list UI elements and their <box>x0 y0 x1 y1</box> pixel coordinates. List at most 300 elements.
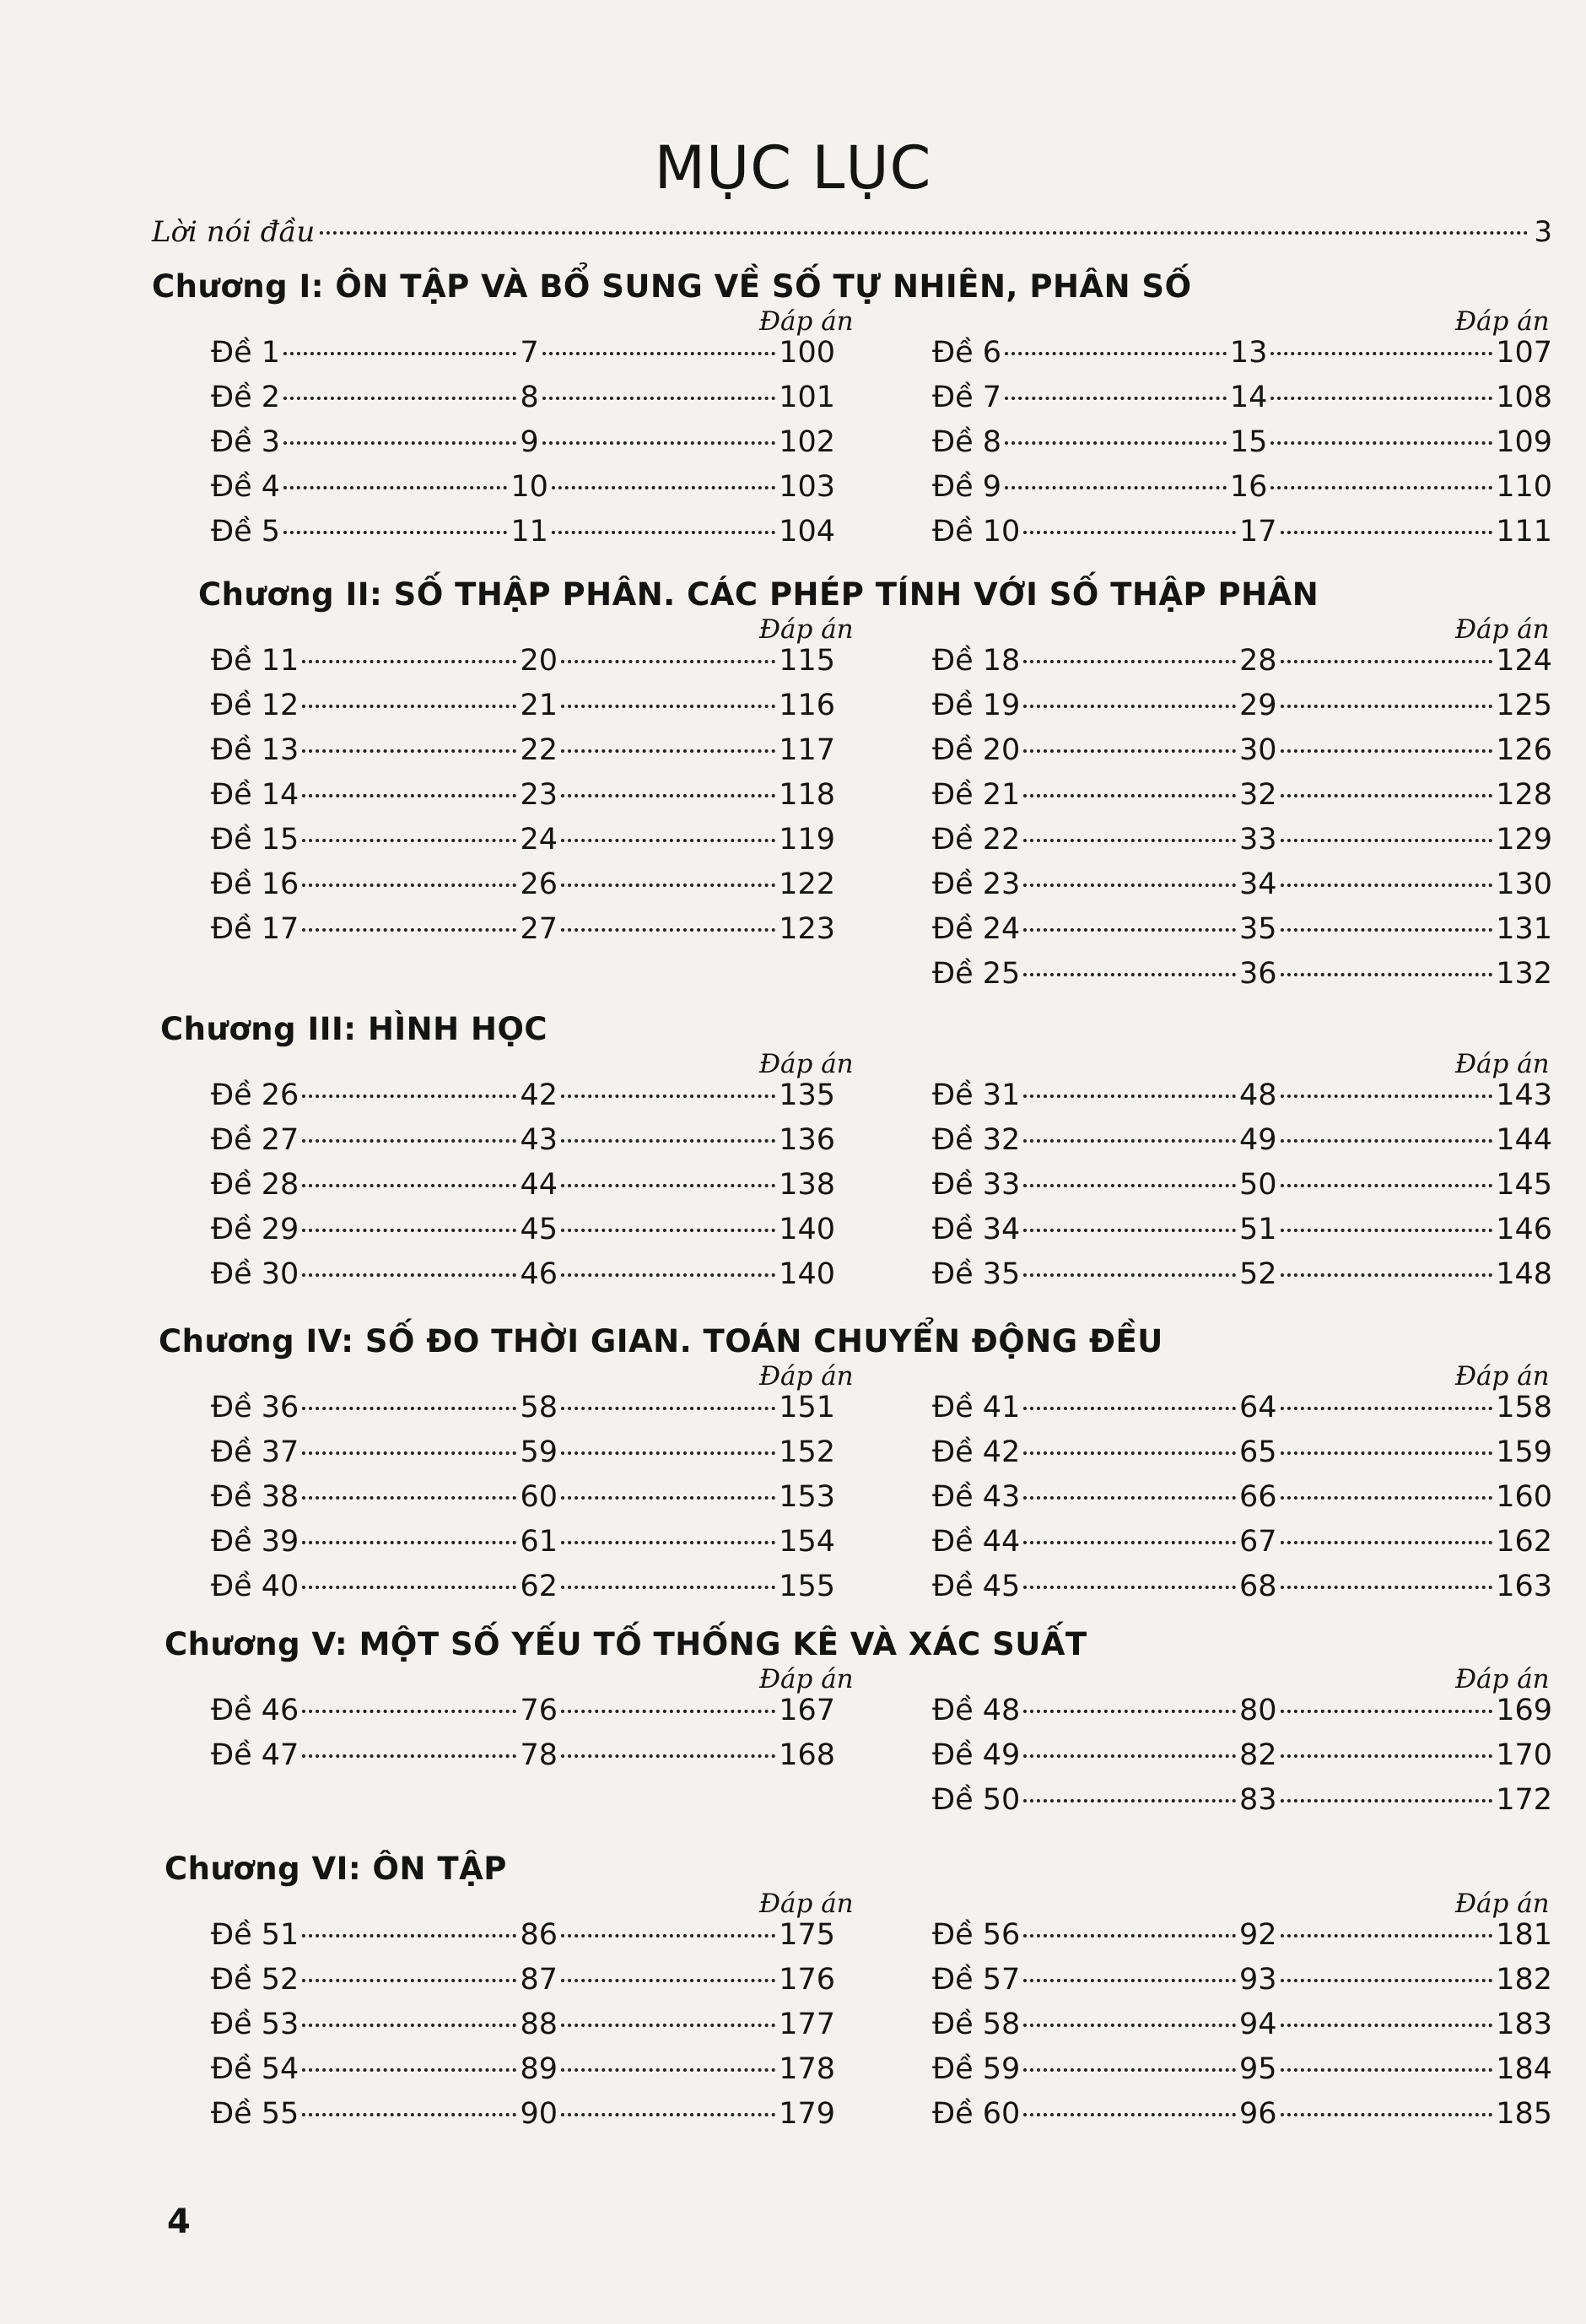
dot-leader <box>552 531 775 534</box>
entry-name: Đề 5 <box>211 515 281 549</box>
dot-leader <box>1023 1496 1236 1500</box>
entry-name: Đề 3 <box>211 425 281 459</box>
entry-answer-page: 151 <box>779 1391 835 1424</box>
toc-entry[interactable] <box>211 689 835 729</box>
toc-entry[interactable] <box>211 778 835 819</box>
entry-page: 62 <box>520 1570 558 1603</box>
dot-leader <box>561 2024 775 2027</box>
dot-leader <box>1281 2113 1493 2116</box>
toc-entry[interactable] <box>211 1123 835 1164</box>
entry-answer-page: 111 <box>1496 515 1552 549</box>
entry-name: Đề 1 <box>211 336 281 370</box>
toc-entry[interactable] <box>211 1570 835 1610</box>
entry-page: 58 <box>520 1391 558 1424</box>
toc-entry[interactable] <box>211 381 835 421</box>
entry-name: Đề 43 <box>932 1480 1021 1514</box>
toc-entry[interactable] <box>211 644 835 684</box>
entry-name: Đề 49 <box>932 1738 1021 1772</box>
entry-page: 45 <box>520 1213 558 1246</box>
dot-leader <box>1281 1754 1493 1758</box>
toc-entry[interactable] <box>932 515 1552 555</box>
dot-leader <box>302 705 516 708</box>
entry-answer-page: 108 <box>1496 381 1553 414</box>
dot-leader <box>302 884 516 887</box>
toc-entry[interactable] <box>932 1963 1552 2003</box>
entry-answer-page: 146 <box>1496 1213 1552 1246</box>
dot-leader <box>302 1979 516 1982</box>
toc-entry[interactable] <box>932 1213 1552 1253</box>
entry-answer-page: 123 <box>779 912 835 946</box>
dot-leader <box>561 1496 775 1500</box>
entry-page: 78 <box>520 1738 558 1772</box>
dot-leader <box>302 1541 516 1544</box>
toc-entry[interactable] <box>211 1918 835 1959</box>
entry-page: 16 <box>1229 470 1268 504</box>
entry-name: Đề 58 <box>932 2008 1021 2041</box>
dot-leader <box>1281 1541 1493 1544</box>
answer-column-header: Đáp án <box>759 614 854 645</box>
entry-page: 17 <box>1238 515 1277 549</box>
toc-entry[interactable] <box>211 1525 835 1565</box>
dot-leader <box>561 1273 775 1277</box>
entry-name: Đề 12 <box>211 689 299 722</box>
entry-answer-page: 148 <box>1496 1257 1552 1291</box>
entry-page: 83 <box>1238 1783 1277 1817</box>
entry-answer-page: 170 <box>1496 1738 1552 1772</box>
toc-entry[interactable] <box>211 1078 835 1119</box>
entry-page: 87 <box>520 1963 558 1997</box>
entry-answer-page: 109 <box>1496 425 1553 459</box>
entry-answer-page: 118 <box>779 778 835 812</box>
dot-leader <box>1023 705 1236 708</box>
dot-leader <box>302 660 516 663</box>
toc-entry[interactable] <box>932 1783 1552 1824</box>
dot-leader <box>561 884 775 887</box>
answer-column-header: Đáp án <box>759 1664 854 1694</box>
entry-answer-page: 140 <box>779 1213 835 1246</box>
entry-name: Đề 56 <box>932 1918 1021 1952</box>
entry-answer-page: 132 <box>1496 957 1552 991</box>
toc-entry[interactable] <box>932 2097 1552 2138</box>
entry-page: 68 <box>1238 1570 1277 1603</box>
dot-leader <box>1023 1229 1236 1232</box>
entry-page: 32 <box>1238 778 1277 812</box>
dot-leader <box>1281 1094 1493 1098</box>
entry-name: Đề 47 <box>211 1738 299 1772</box>
answer-column-header: Đáp án <box>1455 1889 1550 1919</box>
dot-leader <box>302 1710 516 1713</box>
entry-page: 82 <box>1238 1738 1277 1772</box>
toc-entry[interactable] <box>932 733 1552 774</box>
entry-answer-page: 183 <box>1496 2008 1552 2041</box>
dot-leader <box>1023 928 1236 932</box>
entry-page: 94 <box>1238 2008 1277 2041</box>
toc-entry[interactable] <box>211 1480 835 1521</box>
entry-name: Đề 45 <box>932 1570 1021 1603</box>
toc-entry[interactable] <box>932 336 1552 376</box>
entry-name: Đề 53 <box>211 2008 299 2041</box>
entry-page: 51 <box>1238 1213 1277 1246</box>
dot-leader <box>1023 794 1236 797</box>
toc-entry[interactable] <box>932 1570 1552 1610</box>
entry-page: 66 <box>1238 1480 1277 1514</box>
entry-name: Đề 57 <box>932 1963 1021 1997</box>
dot-leader <box>302 1407 516 1410</box>
answer-column-header: Đáp án <box>759 1889 854 1919</box>
dot-leader <box>302 1094 516 1098</box>
entry-page: 27 <box>520 912 558 946</box>
toc-entry[interactable] <box>211 1738 835 1779</box>
toc-entry[interactable] <box>211 470 835 511</box>
toc-entry[interactable] <box>932 1738 1552 1779</box>
dot-leader <box>1281 1451 1493 1455</box>
toc-entry[interactable] <box>932 644 1552 684</box>
dot-leader <box>1281 1586 1493 1589</box>
toc-entry[interactable] <box>932 867 1552 908</box>
toc-entry[interactable] <box>211 912 835 953</box>
dot-leader <box>1281 1979 1493 1982</box>
entry-name: Đề 22 <box>932 823 1021 857</box>
entry-page: 60 <box>520 1480 558 1514</box>
answer-column-header: Đáp án <box>1455 1361 1550 1392</box>
toc-entry[interactable] <box>211 1963 835 2003</box>
entry-page: 64 <box>1238 1391 1277 1424</box>
dot-leader <box>1023 1451 1236 1455</box>
entry-answer-page: 154 <box>779 1525 835 1559</box>
toc-entry[interactable] <box>932 778 1552 819</box>
entry-name: Đề 42 <box>932 1435 1021 1469</box>
entry-page: 26 <box>520 867 558 901</box>
dot-leader <box>1023 1184 1236 1187</box>
entry-name: Đề 41 <box>932 1391 1021 1424</box>
entry-answer-page: 104 <box>779 515 836 549</box>
dot-leader <box>561 928 775 932</box>
toc-entry[interactable] <box>932 912 1552 953</box>
entry-page: 88 <box>520 2008 558 2041</box>
entry-name: Đề 13 <box>211 733 299 767</box>
entry-name: Đề 15 <box>211 823 299 857</box>
entry-name: Đề 11 <box>211 644 299 678</box>
entry-answer-page: 107 <box>1496 336 1553 370</box>
entry-page: 93 <box>1238 1963 1277 1997</box>
dot-leader <box>1281 1496 1493 1500</box>
dot-leader <box>1023 2024 1236 2027</box>
dot-leader <box>302 2024 516 2027</box>
dot-leader <box>1281 660 1493 663</box>
entry-name: Đề 21 <box>932 778 1021 812</box>
dot-leader <box>1023 1273 1236 1277</box>
dot-leader <box>283 441 516 445</box>
toc-entry[interactable] <box>932 1257 1552 1298</box>
entry-name: Đề 46 <box>211 1694 299 1727</box>
entry-answer-page: 160 <box>1496 1480 1552 1514</box>
entry-answer-page: 129 <box>1496 823 1552 857</box>
entry-answer-page: 115 <box>779 644 835 678</box>
entry-name: Đề 33 <box>932 1168 1021 1202</box>
toc-entry[interactable] <box>932 425 1552 466</box>
entry-name: Đề 26 <box>211 1078 299 1112</box>
dot-leader <box>1023 1710 1236 1713</box>
answer-column-header: Đáp án <box>1455 1664 1550 1694</box>
dot-leader <box>1023 1586 1236 1589</box>
entry-answer-page: 155 <box>779 1570 835 1603</box>
entry-answer-page: 159 <box>1496 1435 1552 1469</box>
entry-page: 11 <box>510 515 548 549</box>
toc-entry[interactable] <box>211 425 835 466</box>
dot-leader <box>1281 928 1493 932</box>
chapter-heading: Chương I: ÔN TẬP VÀ BỔ SUNG VỀ SỐ TỰ NHIÊN, PHÂN SỐ <box>152 268 1192 305</box>
dot-leader <box>302 1754 516 1758</box>
entry-page: 43 <box>520 1123 558 1157</box>
entry-page: 24 <box>520 823 558 857</box>
chapter-heading: Chương III: HÌNH HỌC <box>160 1011 548 1047</box>
entry-answer-page: 131 <box>1496 912 1552 946</box>
dot-leader <box>302 1451 516 1455</box>
entry-answer-page: 163 <box>1496 1570 1552 1603</box>
entry-answer-page: 169 <box>1496 1694 1552 1727</box>
toc-entry[interactable] <box>211 1391 835 1431</box>
toc-entry[interactable] <box>932 1435 1552 1476</box>
entry-page: 67 <box>1238 1525 1277 1559</box>
entry-name: Đề 34 <box>932 1213 1021 1246</box>
dot-leader <box>1005 397 1227 400</box>
dot-leader <box>561 1229 775 1232</box>
entry-name: Đề 28 <box>211 1168 299 1202</box>
dot-leader <box>1005 486 1227 489</box>
answer-column-header: Đáp án <box>759 306 854 337</box>
dot-leader <box>302 1184 516 1187</box>
entry-name: Đề 55 <box>211 2097 299 2131</box>
entry-answer-page: 144 <box>1496 1123 1552 1157</box>
dot-leader <box>302 2113 516 2116</box>
dot-leader <box>1281 794 1493 797</box>
toc-entry[interactable] <box>211 867 835 908</box>
toc-entry[interactable] <box>211 1257 835 1298</box>
entry-name: Đề 4 <box>211 470 281 504</box>
toc-entry[interactable] <box>211 1213 835 1253</box>
toc-entry[interactable] <box>932 957 1552 997</box>
entry-name: Đề 32 <box>932 1123 1021 1157</box>
entry-page: 22 <box>520 733 558 767</box>
dot-leader <box>302 1273 516 1277</box>
toc-entry[interactable] <box>932 823 1552 863</box>
dot-leader <box>561 1407 775 1410</box>
entry-name: Đề 24 <box>932 912 1021 946</box>
intro-label: Lời nói đầu <box>152 215 316 249</box>
entry-answer-page: 168 <box>779 1738 835 1772</box>
toc-entry[interactable] <box>932 1078 1552 1119</box>
dot-leader <box>1023 1754 1236 1758</box>
dot-leader <box>302 839 516 842</box>
dot-leader <box>302 794 516 797</box>
entry-page: 52 <box>1238 1257 1277 1291</box>
entry-name: Đề 6 <box>932 336 1002 370</box>
toc-entry[interactable] <box>211 1694 835 1734</box>
dot-leader <box>302 1496 516 1500</box>
intro-page: 3 <box>1534 215 1552 249</box>
entry-name: Đề 30 <box>211 1257 299 1291</box>
entry-page: 92 <box>1238 1918 1277 1952</box>
toc-entry[interactable] <box>932 1391 1552 1431</box>
dot-leader <box>302 1139 516 1143</box>
dot-leader <box>1023 660 1236 663</box>
entry-answer-page: 145 <box>1496 1168 1552 1202</box>
dot-leader <box>1270 352 1492 355</box>
dot-leader <box>1281 1407 1493 1410</box>
entry-page: 33 <box>1238 823 1277 857</box>
dot-leader <box>320 231 1529 235</box>
entry-answer-page: 101 <box>779 381 835 414</box>
entry-answer-page: 125 <box>1496 689 1552 722</box>
entry-answer-page: 181 <box>1496 1918 1552 1952</box>
dot-leader <box>1023 884 1236 887</box>
dot-leader <box>1023 973 1236 976</box>
dot-leader <box>1281 705 1493 708</box>
dot-leader <box>1023 2068 1236 2072</box>
entry-page: 7 <box>520 336 539 370</box>
entry-answer-page: 117 <box>779 733 835 767</box>
dot-leader <box>1281 884 1493 887</box>
dot-leader <box>1005 441 1227 445</box>
entry-answer-page: 178 <box>779 2052 835 2086</box>
entry-answer-page: 116 <box>779 689 835 722</box>
entry-page: 10 <box>510 470 548 504</box>
toc-entry[interactable] <box>211 823 835 863</box>
toc-entry[interactable] <box>932 470 1552 511</box>
dot-leader <box>561 1094 775 1098</box>
answer-column-header: Đáp án <box>1455 306 1550 337</box>
entry-page: 9 <box>520 425 539 459</box>
toc-entry[interactable] <box>211 336 835 376</box>
entry-name: Đề 9 <box>932 470 1002 504</box>
toc-entry[interactable] <box>932 1168 1552 1208</box>
answer-column-header: Đáp án <box>759 1361 854 1392</box>
toc-entry[interactable] <box>932 1123 1552 1164</box>
toc-entry[interactable] <box>932 689 1552 729</box>
toc-entry[interactable] <box>211 1168 835 1208</box>
entry-answer-page: 182 <box>1496 1963 1552 1997</box>
toc-entry[interactable] <box>211 2097 835 2138</box>
entry-answer-page: 184 <box>1496 2052 1552 2086</box>
dot-leader <box>1281 2024 1493 2027</box>
entry-name: Đề 10 <box>932 515 1021 549</box>
dot-leader <box>302 749 516 753</box>
dot-leader <box>1281 973 1493 976</box>
entry-answer-page: 179 <box>779 2097 835 2131</box>
toc-entry[interactable] <box>211 515 835 555</box>
chapter-heading: Chương II: SỐ THẬP PHÂN. CÁC PHÉP TÍNH VỚI SỐ THẬP PHÂN <box>198 576 1319 613</box>
entry-answer-page: 126 <box>1496 733 1552 767</box>
entry-answer-page: 128 <box>1496 778 1552 812</box>
entry-page: 96 <box>1238 2097 1277 2131</box>
entry-page: 50 <box>1238 1168 1277 1202</box>
dot-leader <box>561 1541 775 1544</box>
dot-leader <box>561 1184 775 1187</box>
entry-answer-page: 130 <box>1496 867 1552 901</box>
entry-name: Đề 59 <box>932 2052 1021 2086</box>
entry-page: 42 <box>520 1078 558 1112</box>
dot-leader <box>561 839 775 842</box>
entry-answer-page: 152 <box>779 1435 835 1469</box>
dot-leader <box>283 486 507 489</box>
entry-page: 36 <box>1238 957 1277 991</box>
dot-leader <box>1281 839 1493 842</box>
toc-entry[interactable] <box>211 2052 835 2093</box>
dot-leader <box>1281 2068 1493 2072</box>
dot-leader <box>561 1710 775 1713</box>
entry-name: Đề 14 <box>211 778 299 812</box>
dot-leader <box>1281 1710 1493 1713</box>
entry-answer-page: 135 <box>779 1078 835 1112</box>
toc-entry[interactable] <box>932 2008 1552 2048</box>
dot-leader <box>1281 1934 1493 1938</box>
entry-answer-page: 158 <box>1496 1391 1552 1424</box>
entry-name: Đề 18 <box>932 644 1021 678</box>
entry-page: 34 <box>1238 867 1277 901</box>
dot-leader <box>561 749 775 753</box>
entry-page: 59 <box>520 1435 558 1469</box>
entry-name: Đề 29 <box>211 1213 299 1246</box>
dot-leader <box>1023 1934 1236 1938</box>
entry-name: Đề 48 <box>932 1694 1021 1727</box>
dot-leader <box>561 1979 775 1982</box>
entry-name: Đề 2 <box>211 381 281 414</box>
entry-name: Đề 7 <box>932 381 1002 414</box>
entry-answer-page: 153 <box>779 1480 835 1514</box>
toc-entry[interactable] <box>932 1694 1552 1734</box>
entry-name: Đề 35 <box>932 1257 1021 1291</box>
chapter-heading: Chương VI: ÔN TẬP <box>165 1851 507 1887</box>
toc-intro-row <box>152 215 1552 252</box>
entry-answer-page: 124 <box>1496 644 1552 678</box>
toc-entry[interactable] <box>932 2052 1552 2093</box>
dot-leader <box>561 2113 775 2116</box>
toc-entry[interactable] <box>932 1480 1552 1521</box>
toc-entry[interactable] <box>932 381 1552 421</box>
entry-name: Đề 17 <box>211 912 299 946</box>
toc-entry[interactable] <box>211 2008 835 2048</box>
entry-name: Đề 39 <box>211 1525 299 1559</box>
entry-answer-page: 172 <box>1496 1783 1552 1817</box>
dot-leader <box>561 794 775 797</box>
entry-page: 89 <box>520 2052 558 2086</box>
toc-entry[interactable] <box>932 1525 1552 1565</box>
entry-page: 15 <box>1229 425 1268 459</box>
toc-entry[interactable] <box>211 1435 835 1476</box>
dot-leader <box>1270 397 1492 400</box>
entry-name: Đề 44 <box>932 1525 1021 1559</box>
dot-leader <box>1023 1139 1236 1143</box>
entry-name: Đề 23 <box>932 867 1021 901</box>
dot-leader <box>1023 2113 1236 2116</box>
toc-entry[interactable] <box>211 733 835 774</box>
dot-leader <box>302 1229 516 1232</box>
entry-page: 35 <box>1238 912 1277 946</box>
dot-leader <box>561 1934 775 1938</box>
entry-name: Đề 16 <box>211 867 299 901</box>
entry-name: Đề 27 <box>211 1123 299 1157</box>
entry-page: 28 <box>1238 644 1277 678</box>
dot-leader <box>1023 1407 1236 1410</box>
entry-name: Đề 36 <box>211 1391 299 1424</box>
dot-leader <box>283 397 516 400</box>
dot-leader <box>1005 352 1227 355</box>
dot-leader <box>1281 1273 1493 1277</box>
entry-page: 76 <box>520 1694 558 1727</box>
entry-answer-page: 176 <box>779 1963 835 1997</box>
entry-name: Đề 60 <box>932 2097 1021 2131</box>
toc-entry[interactable] <box>932 1918 1552 1959</box>
